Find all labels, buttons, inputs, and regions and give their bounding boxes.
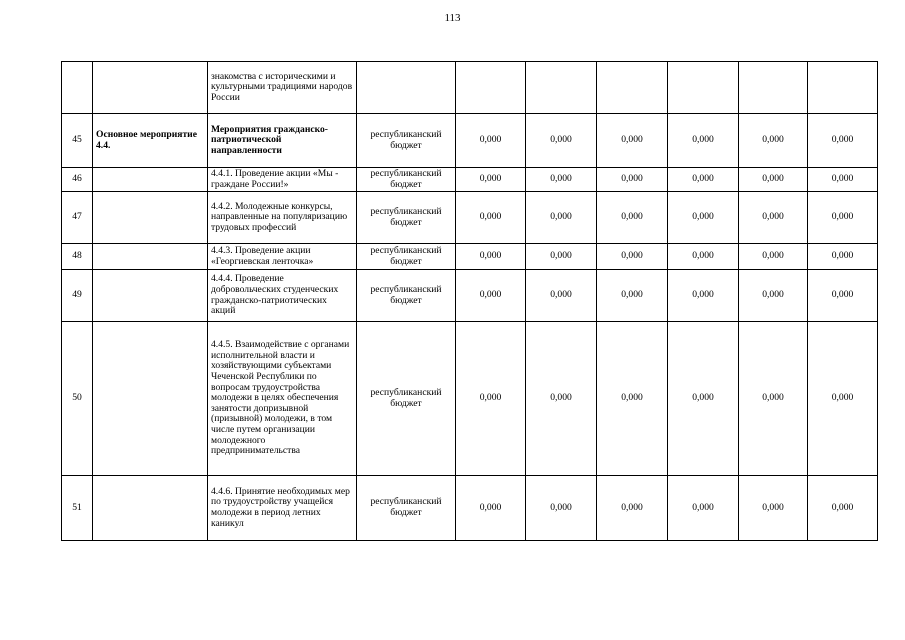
value-cell: 0,000: [526, 114, 597, 168]
row-number: 50: [62, 322, 93, 476]
value-cell: 0,000: [808, 168, 878, 192]
funding-source-cell: [357, 62, 456, 114]
value-cell: 0,000: [808, 270, 878, 322]
description-cell: 4.4.4. Проведение добровольческих студенческих гражданско-патриотических акций: [208, 270, 357, 322]
funding-source-cell: республиканский бюджет: [357, 476, 456, 541]
value-cell: 0,000: [668, 114, 739, 168]
value-cell: 0,000: [597, 476, 668, 541]
value-cell: [668, 62, 739, 114]
funding-source-cell: республиканский бюджет: [357, 192, 456, 244]
table-body: [62, 62, 878, 541]
value-cell: 0,000: [456, 114, 526, 168]
value-cell: 0,000: [668, 476, 739, 541]
value-cell: 0,000: [668, 168, 739, 192]
value-cell: 0,000: [526, 322, 597, 476]
value-cell: 0,000: [668, 270, 739, 322]
measure-cell: [93, 244, 208, 270]
value-cell: 0,000: [526, 168, 597, 192]
value-cell: [739, 62, 808, 114]
value-cell: 0,000: [456, 476, 526, 541]
value-cell: 0,000: [739, 168, 808, 192]
table-row: [62, 192, 878, 244]
measure-cell: [93, 322, 208, 476]
budget-table: [61, 61, 878, 541]
value-cell: 0,000: [526, 476, 597, 541]
row-number: 49: [62, 270, 93, 322]
value-cell: [456, 62, 526, 114]
value-cell: 0,000: [526, 244, 597, 270]
value-cell: 0,000: [808, 192, 878, 244]
value-cell: 0,000: [456, 322, 526, 476]
measure-cell: [93, 270, 208, 322]
value-cell: 0,000: [526, 192, 597, 244]
description-cell: Мероприятия гражданско-патриотической направленности: [208, 114, 357, 168]
row-number: 45: [62, 114, 93, 168]
table-row: [62, 270, 878, 322]
value-cell: 0,000: [808, 114, 878, 168]
value-cell: 0,000: [668, 322, 739, 476]
value-cell: 0,000: [808, 244, 878, 270]
value-cell: 0,000: [456, 244, 526, 270]
measure-cell: [93, 476, 208, 541]
description-cell: 4.4.2. Молодежные конкурсы, направленные на популяризацию трудовых профессий: [208, 192, 357, 244]
description-cell: знакомства с историческими и культурными традициями народов России: [208, 62, 357, 114]
measure-cell: [93, 62, 208, 114]
value-cell: 0,000: [739, 476, 808, 541]
funding-source-cell: республиканский бюджет: [357, 114, 456, 168]
table-row: [62, 114, 878, 168]
funding-source-cell: республиканский бюджет: [357, 270, 456, 322]
table-row: [62, 62, 878, 114]
table-row: [62, 322, 878, 476]
value-cell: [526, 62, 597, 114]
page-number: 113: [444, 12, 461, 24]
row-number: 48: [62, 244, 93, 270]
value-cell: 0,000: [739, 244, 808, 270]
value-cell: 0,000: [456, 192, 526, 244]
table-row: [62, 476, 878, 541]
measure-cell: Основное мероприятие 4.4.: [93, 114, 208, 168]
value-cell: 0,000: [739, 270, 808, 322]
value-cell: 0,000: [597, 114, 668, 168]
value-cell: 0,000: [456, 168, 526, 192]
value-cell: 0,000: [668, 192, 739, 244]
value-cell: 0,000: [668, 244, 739, 270]
value-cell: 0,000: [739, 114, 808, 168]
row-number: 51: [62, 476, 93, 541]
value-cell: 0,000: [597, 192, 668, 244]
value-cell: [597, 62, 668, 114]
table-row: [62, 168, 878, 192]
measure-cell: [93, 192, 208, 244]
value-cell: 0,000: [597, 244, 668, 270]
value-cell: 0,000: [456, 270, 526, 322]
row-number: [62, 62, 93, 114]
value-cell: [808, 62, 878, 114]
value-cell: 0,000: [597, 270, 668, 322]
value-cell: 0,000: [808, 476, 878, 541]
value-cell: 0,000: [597, 322, 668, 476]
value-cell: 0,000: [808, 322, 878, 476]
description-cell: 4.4.1. Проведение акции «Мы - граждане России!»: [208, 168, 357, 192]
funding-source-cell: республиканский бюджет: [357, 322, 456, 476]
table-row: [62, 244, 878, 270]
value-cell: 0,000: [597, 168, 668, 192]
description-cell: 4.4.6. Принятие необходимых мер по трудоустройству учащейся молодежи в период летних каникул: [208, 476, 357, 541]
measure-cell: [93, 168, 208, 192]
value-cell: 0,000: [739, 192, 808, 244]
funding-source-cell: республиканский бюджет: [357, 168, 456, 192]
description-cell: 4.4.5. Взаимодействие с органами исполнительной власти и хозяйствующими субъектами Чеченской Республики по вопросам трудоустройства молодежи в целях обеспечения занятости допризывной (призывной) молодежи, в том числе путем организации молодежного предпринимательства: [208, 322, 357, 476]
funding-source-cell: республиканский бюджет: [357, 244, 456, 270]
row-number: 46: [62, 168, 93, 192]
description-cell: 4.4.3. Проведение акции «Георгиевская ленточка»: [208, 244, 357, 270]
value-cell: 0,000: [739, 322, 808, 476]
row-number: 47: [62, 192, 93, 244]
value-cell: 0,000: [526, 270, 597, 322]
